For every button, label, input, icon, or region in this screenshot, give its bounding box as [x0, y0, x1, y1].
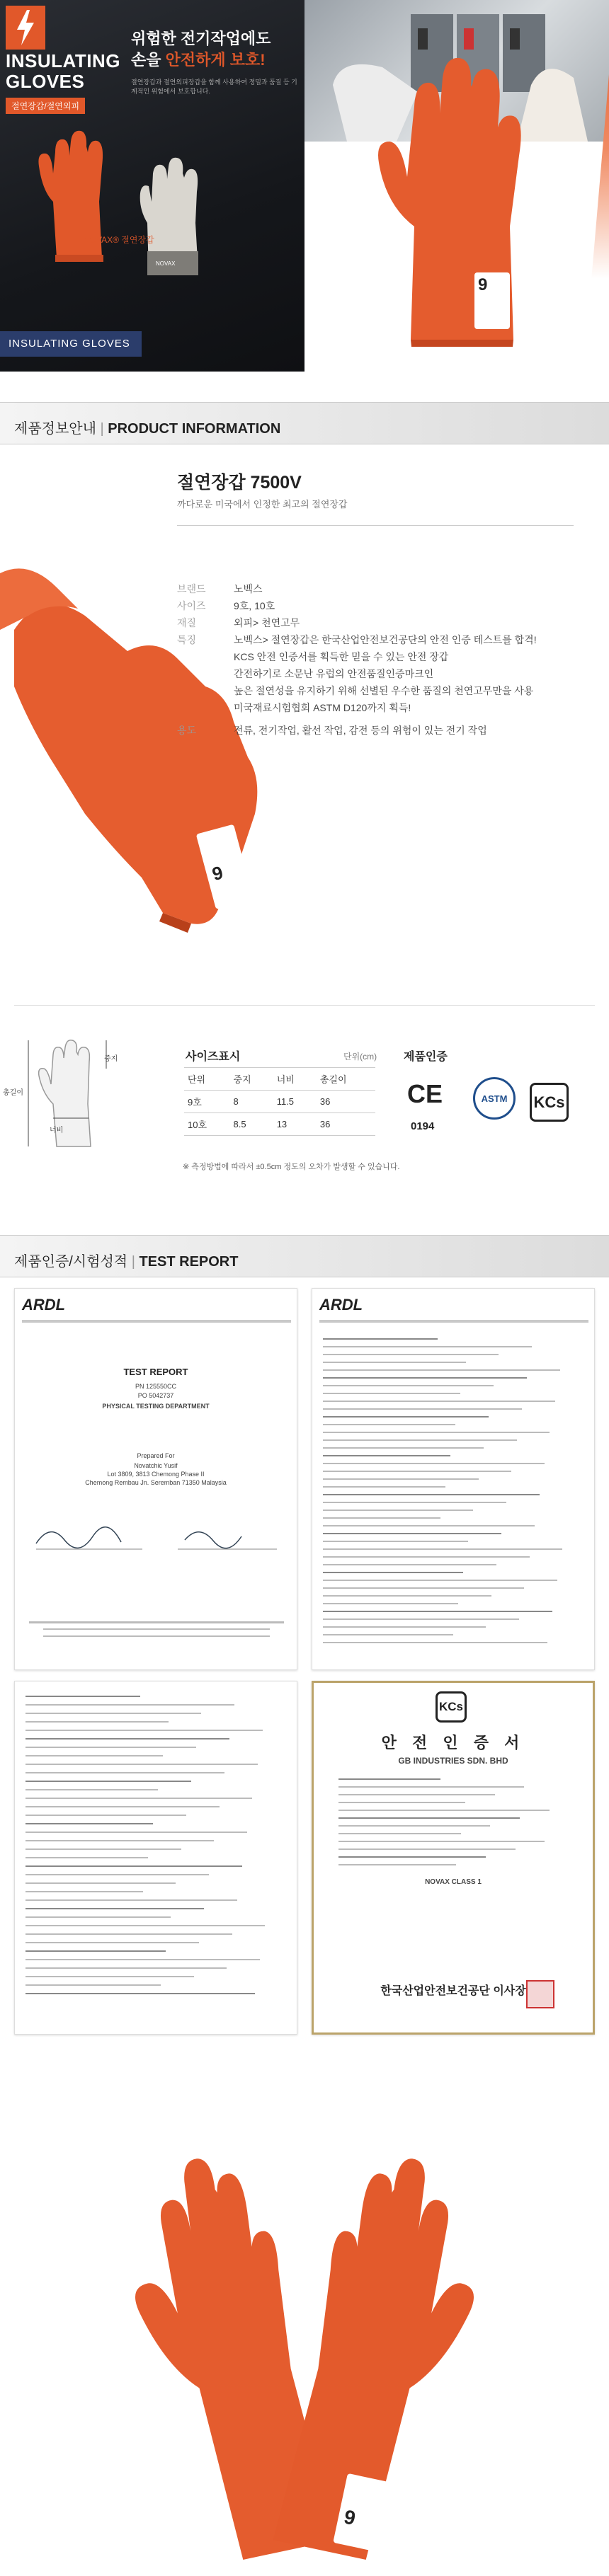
test-report-doc-3: [14, 1681, 297, 2035]
doc-text-line: [323, 1556, 530, 1558]
test-report-section-header: 제품인증/시험성적 | TEST REPORT: [0, 1235, 609, 1277]
doc-text-line: [323, 1517, 440, 1519]
doc-text-line: [323, 1377, 527, 1379]
doc-text-line: [338, 1825, 490, 1827]
svg-text:9: 9: [210, 861, 226, 885]
orange-glove-large-image: [372, 42, 556, 354]
hero-description: 절연장갑과 절연외피장갑을 함께 사용하여 정밀과 품질 등 기계적인 위험에서 보호합니다.: [131, 79, 297, 95]
hand-label-middle: 중지: [104, 1055, 118, 1063]
doc-text-line: [323, 1346, 532, 1347]
doc-text-line: [25, 1696, 140, 1697]
ardl-logo: ARDL: [319, 1296, 363, 1313]
size-unit: 단위(cm): [343, 1052, 377, 1062]
doc-text-line: [323, 1385, 494, 1386]
doc-text-line: [25, 1865, 242, 1867]
hand-label-length: 총길이: [3, 1089, 23, 1097]
doc-text-line: [25, 1755, 163, 1756]
test-report-doc-1: [14, 1288, 297, 1670]
doc-text-line: [338, 1786, 524, 1788]
spec-row-feature: 특징 노벡스> 절연장갑은 한국산업안전보건공단의 안전 인증 테스트를 합격!: [177, 634, 537, 645]
report-title: TEST REPORT: [123, 1367, 188, 1377]
safety-certificate-doc: [312, 1681, 595, 2035]
ce-mark-icon: CE: [407, 1079, 443, 1108]
doc-text-line: [25, 1704, 234, 1706]
doc-text-line: [323, 1580, 557, 1581]
size-note: ※ 측정방법에 따라서 ±0.5cm 정도의 오차가 발생할 수 있습니다.: [183, 1163, 400, 1171]
product-name: 절연장갑 7500V: [177, 473, 302, 493]
doc-text-line: [25, 1933, 232, 1935]
spec-row-size: 사이즈 9호, 10호: [177, 600, 275, 611]
doc-text-line: [25, 1942, 199, 1943]
astm-logo-icon: ASTM: [473, 1077, 516, 1120]
table-row: 9호 8 11.5 36: [184, 1091, 375, 1113]
product-tagline: 까다로운 미국에서 인정한 최고의 절연장갑: [177, 499, 348, 510]
spec-row-usage: 용도 전류, 전기작업, 활선 작업, 감전 등의 위험이 있는 전기 작업: [177, 725, 487, 736]
doc-text-line: [25, 1916, 171, 1918]
certificate-product: NOVAX CLASS 1: [425, 1878, 482, 1886]
doc-text-line: [25, 1772, 224, 1773]
doc-text-line: [323, 1642, 547, 1643]
doc-text-line: [25, 1832, 247, 1833]
doc-text-line: [25, 1874, 209, 1875]
report-company-3: Chemong Rembau Jn. Seremban 71350 Malaysia: [85, 1479, 227, 1486]
doc-text-line: [323, 1393, 460, 1394]
doc-text-line: [25, 1882, 176, 1884]
doc-text-line: [25, 1925, 265, 1926]
doc-text-line: [25, 1798, 252, 1799]
doc-text-line: [25, 1967, 227, 1969]
doc-footer-rule: [29, 1621, 284, 1623]
doc-text-line: [323, 1603, 458, 1604]
doc-text-line: [323, 1548, 562, 1550]
doc-text-line: [323, 1478, 479, 1480]
doc-text-line: [338, 1802, 465, 1803]
doc-text-line: [25, 1738, 229, 1740]
doc-text-line: [323, 1471, 511, 1472]
doc-text-line: [323, 1564, 496, 1565]
kcs-logo-icon: KCs: [530, 1083, 569, 1122]
doc-text-line: [338, 1841, 545, 1842]
doc-text-line: [323, 1611, 552, 1612]
hero-novax-label: NOVAX® 절연장갑: [84, 235, 154, 245]
doc-text-line: [25, 1823, 153, 1824]
doc-text-line: [25, 1721, 169, 1723]
doc-text-line: [25, 1840, 214, 1841]
doc-text-line: [323, 1424, 455, 1425]
doc-text-line: [323, 1634, 453, 1635]
ce-number: 0194: [411, 1120, 435, 1132]
product-spec-list: [177, 580, 574, 739]
doc-rule: [22, 1320, 291, 1323]
size-table: [184, 1067, 375, 1136]
spec-row-feature-5: 미국재료시험협회 ASTM D120까지 획득!: [234, 702, 411, 713]
svg-text:NOVAX: NOVAX: [156, 260, 176, 267]
doc-text-line: [323, 1502, 506, 1503]
doc-footer-rule-2: [43, 1628, 270, 1630]
doc-text-line: [323, 1447, 484, 1449]
size-title: 사이즈표시: [186, 1051, 241, 1063]
doc-text-line: [323, 1432, 550, 1433]
section-divider: [14, 1005, 595, 1006]
signature-image: [29, 1515, 284, 1558]
ardl-logo: ARDL: [22, 1296, 66, 1313]
report-company: Novatchic Yusif: [134, 1462, 178, 1469]
report-prepared-for: Prepared For: [137, 1452, 175, 1459]
doc-text-line: [25, 1764, 258, 1765]
certificate-company: GB INDUSTRIES SDN. BHD: [398, 1756, 508, 1766]
doc-text-line: [323, 1533, 501, 1534]
doc-text-line: [323, 1463, 545, 1464]
doc-text-line: [323, 1626, 486, 1628]
glove-pair-image: [127, 2066, 482, 2562]
doc-text-line: [25, 1789, 158, 1790]
doc-text-line: [338, 1778, 440, 1780]
hero-banner: [0, 0, 609, 372]
report-pn: PN 125550CC: [135, 1383, 177, 1390]
doc-text-line: [323, 1354, 499, 1355]
doc-text-line: [338, 1848, 516, 1850]
doc-text-line: [323, 1525, 535, 1526]
doc-text-line: [323, 1401, 555, 1402]
hand-measurement-diagram: [14, 1026, 177, 1154]
doc-text-line: [25, 1806, 220, 1807]
doc-text-line: [25, 1993, 255, 1994]
doc-text-line: [338, 1833, 461, 1834]
spec-row-feature-3: 간전하기로 소문난 유럽의 안전품질인증마크인: [234, 668, 434, 679]
doc-text-line: [323, 1587, 524, 1589]
doc-footer-rule-3: [43, 1635, 270, 1637]
doc-text-line: [323, 1408, 522, 1410]
spec-row-brand: 브랜드 노벡스: [177, 583, 263, 594]
doc-text-line: [25, 1815, 186, 1816]
cert-title: 제품인증: [404, 1051, 448, 1063]
doc-text-line: [323, 1416, 489, 1418]
doc-text-line: [338, 1817, 520, 1819]
report-dept: PHYSICAL TESTING DEPARTMENT: [102, 1403, 210, 1410]
hero-bottom-label: INSULATING GLOVES: [0, 331, 142, 357]
doc-text-line: [323, 1362, 466, 1363]
report-po: PO 5042737: [137, 1392, 174, 1399]
doc-text-line: [323, 1455, 450, 1456]
doc-text-line: [338, 1810, 550, 1811]
doc-text-line: [25, 1908, 204, 1909]
hero-title: INSULATING GLOVES: [6, 50, 120, 92]
leather-protector-glove-image: [135, 152, 212, 287]
doc-text-line: [323, 1494, 540, 1495]
kcs-logo-icon: KCs: [436, 1691, 467, 1723]
hero-left-panel: [0, 0, 304, 372]
table-row: 단위 중지 너비 총길이: [184, 1068, 375, 1091]
doc-text-line: [323, 1595, 491, 1597]
spec-row-material: 재질 외피> 천연고무: [177, 617, 300, 628]
doc-text-line: [25, 1984, 161, 1986]
test-report-doc-2: [312, 1288, 595, 1670]
doc-text-line: [323, 1618, 519, 1620]
svg-text:9: 9: [342, 2505, 358, 2530]
doc-text-line: [323, 1338, 438, 1340]
doc-text-line: [338, 1856, 486, 1858]
doc-text-line: [25, 1857, 148, 1858]
svg-text:9: 9: [478, 275, 488, 294]
hero-sub-tag: 절연장갑/절연외피: [6, 98, 85, 114]
doc-text-line: [338, 1864, 456, 1865]
hero-right-panel: [304, 0, 609, 372]
spec-row-feature-4: 높은 절연성을 유지하기 위해 선별된 우수한 품질의 천연고무만을 사용: [234, 685, 534, 696]
doc-text-line: [323, 1486, 445, 1488]
doc-text-line: [323, 1572, 463, 1573]
doc-rule: [319, 1320, 588, 1323]
doc-text-line: [338, 1794, 495, 1795]
doc-text-line: [25, 1713, 201, 1714]
doc-text-line: [25, 1959, 260, 1960]
table-row: 10호 8.5 13 36: [184, 1113, 375, 1136]
hand-label-width: 너비: [50, 1127, 64, 1134]
doc-text-line: [323, 1439, 517, 1441]
doc-text-line: [25, 1891, 143, 1892]
doc-text-line: [25, 1730, 263, 1731]
official-seal-icon: [526, 1980, 554, 2008]
doc-text-line: [25, 1976, 194, 1977]
hero-headline: 위험한 전기작업에도 손을 안전하게 보호!: [131, 30, 271, 69]
doc-text-line: [25, 1781, 191, 1782]
doc-text-line: [323, 1541, 468, 1542]
certificate-title: 안 전 인 증 서: [381, 1734, 525, 1752]
doc-text-line: [25, 1747, 196, 1748]
doc-text-line: [25, 1848, 181, 1850]
report-company-2: Lot 3809, 3813 Chemong Phase II: [107, 1471, 205, 1478]
doc-text-line: [25, 1899, 237, 1901]
title-divider: [177, 525, 574, 526]
lightning-logo-icon: [6, 6, 45, 50]
doc-text-line: [323, 1369, 560, 1371]
certificate-issuer: 한국산업안전보건공단 이사장: [380, 1985, 526, 1997]
product-info-section-header: 제품정보안내 | PRODUCT INFORMATION: [0, 402, 609, 444]
spec-row-feature-2: KCS 안전 인증서를 획득한 믿을 수 있는 안전 장갑: [234, 651, 449, 662]
doc-text-line: [323, 1510, 473, 1511]
doc-text-line: [25, 1950, 166, 1952]
